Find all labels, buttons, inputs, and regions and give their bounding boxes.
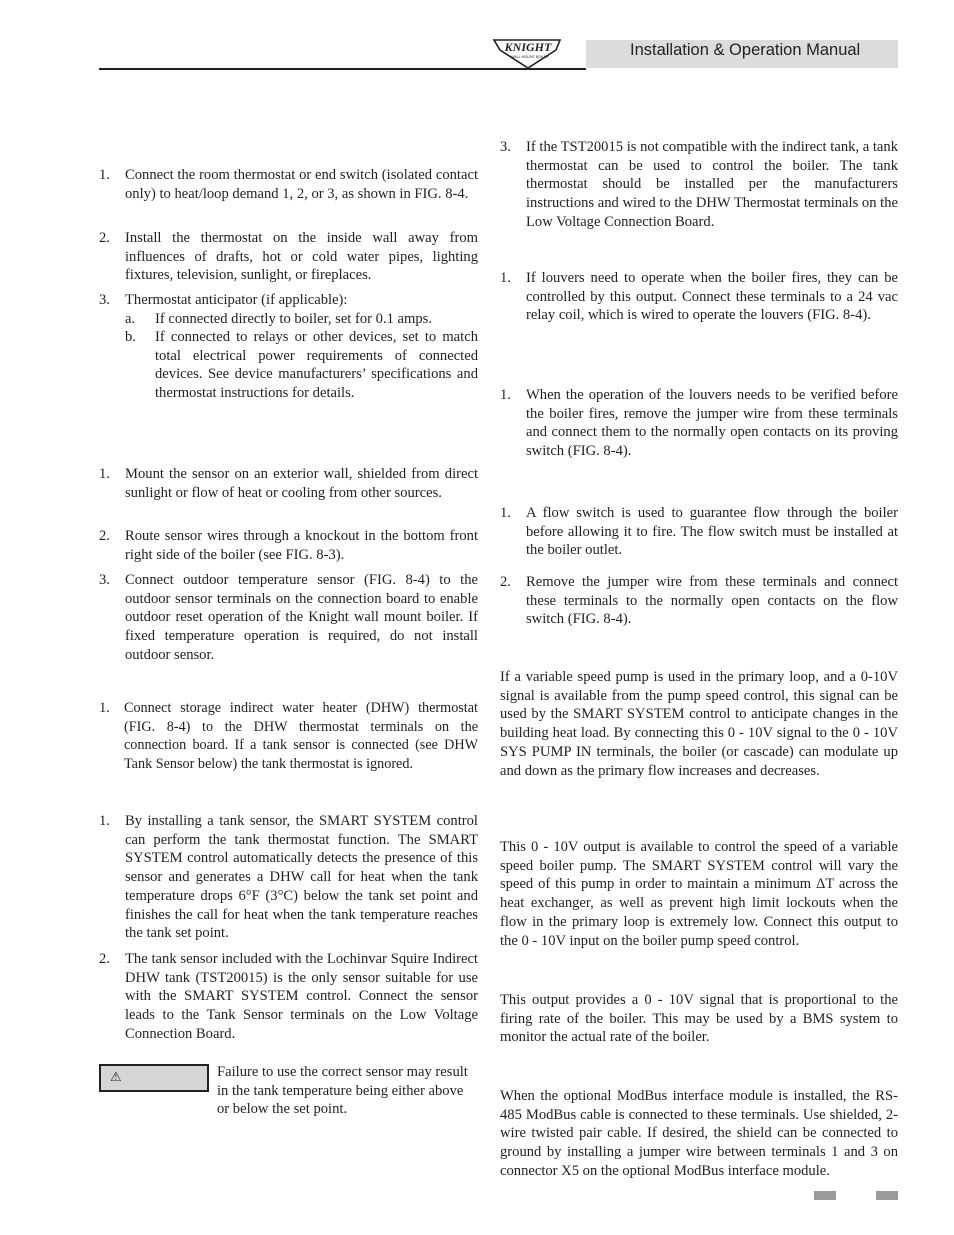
item-number: 1.: [500, 270, 511, 286]
list-item: [500, 269, 898, 325]
modbus-paragraph: When the optional ModBus interface module is installed, the RS-485 ModBus cable is connected to these terminals. Use shielded, 2-wire twisted pair cable. If desired, the shield can be connected to ground by installing a jumper wire between terminals 1 and 3 on connector X5 on the optional ModBus interface module.: [500, 1088, 898, 1179]
footer-tab-left: [814, 1191, 836, 1200]
boiler-pump-out-paragraph: This 0 - 10V output is available to control the speed of a variable speed boiler pump. The SMART SYSTEM control will vary the speed of this pump in order to maintain a minimum ΔT across the heat exchanger, as well as prevent high limit lockouts when the flow in the primary loop is extremely low. Connect this output to the 0 - 10V input on the boiler pump speed control.: [500, 839, 898, 949]
item-number: 1.: [99, 813, 110, 829]
list-item: [99, 166, 478, 203]
item-number: 2.: [99, 528, 110, 544]
item-text: Connect storage indirect water heater (DHW) thermostat (FIG. 8-4) to the DHW thermostat terminals on the connection board. If a tank sensor is connected (see DHW Tank Sensor below) the tank thermostat is ignored.: [124, 700, 478, 773]
item-text: The tank sensor included with the Lochinvar Squire Indirect DHW tank (TST20015) is the only sensor suitable for use with the SMART SYSTEM control. Connect the sensor leads to the Tank Sensor terminals on the Low Voltage Connection Board.: [125, 951, 478, 1042]
list-item: [500, 138, 898, 232]
list-item: [99, 699, 478, 774]
item-text: Mount the sensor on an exterior wall, shielded from direct sunlight or flow of heat or cooling from other sources.: [125, 466, 478, 501]
item-text: If connected directly to boiler, set for 0.1 amps.: [155, 311, 433, 327]
warning-badge: [99, 1064, 209, 1092]
footer-tab-right: [876, 1191, 898, 1200]
sub-list-item: [125, 310, 478, 329]
item-text: Install the thermostat on the inside wall away from influences of drafts, hot or cold water pipes, lighting fixtures, television, sunlight, or fireplaces.: [125, 230, 478, 284]
sub-list-item: [125, 328, 478, 403]
item-number: 2.: [99, 230, 110, 246]
item-number: 3.: [99, 572, 110, 588]
item-text: By installing a tank sensor, the SMART SYSTEM control can perform the tank thermostat function. The SMART SYSTEM control automatically detects the presence of this sensor and generates a DHW call for heat when the tank temperature drops 6°F (3°C) below the tank set point and finishes the call for heat when the tank temperature reaches the tank set point.: [125, 813, 478, 942]
list-item: [99, 465, 478, 502]
item-letter: a.: [125, 311, 136, 327]
item-number: 2.: [500, 574, 511, 590]
item-text: When the operation of the louvers needs to be verified before the boiler fires, remove the jumper wire from these terminals and connect them to the normally open contacts on its proving switch (FIG. 8-4).: [526, 387, 898, 460]
rate-out-paragraph: This output provides a 0 - 10V signal that is proportional to the firing rate of the boiler. This may be used by a BMS system to monitor the actual rate of the boiler.: [500, 992, 898, 1046]
item-number: 2.: [99, 951, 110, 967]
item-text: Route sensor wires through a knockout in the bottom front right side of the boiler (see FIG. 8-3).: [125, 528, 478, 563]
warning-text: Failure to use the correct sensor may result in the tank temperature being either above or below the set point.: [217, 1064, 468, 1118]
list-item: [99, 527, 478, 564]
list-item: [99, 229, 478, 285]
item-text: Thermostat anticipator (if applicable):: [125, 292, 348, 308]
list-item: [99, 812, 478, 943]
item-text: If connected to relays or other devices, set to match total electrical power requirements of connected devices. See device manufacturers’ specifications and thermostat instructions for details.: [155, 329, 478, 402]
item-number: 3.: [99, 292, 110, 308]
item-number: 1.: [99, 700, 110, 716]
logo-subtext: WALL MOUNT BOILER: [511, 55, 549, 59]
item-text: Remove the jumper wire from these terminals and connect these terminals to the normally open contacts on the flow switch (FIG. 8-4).: [526, 574, 898, 628]
item-number: 1.: [500, 505, 511, 521]
item-text: Connect the room thermostat or end switch (isolated contact only) to heat/loop demand 1, 2, or 3, as shown in FIG. 8-4.: [125, 167, 478, 202]
item-text: Connect outdoor temperature sensor (FIG. 8-4) to the outdoor sensor terminals on the connection board to enable outdoor reset operation of the Knight wall mount boiler. If fixed temperature operation is required, do not install outdoor sensor.: [125, 572, 478, 663]
item-letter: b.: [125, 329, 136, 345]
manual-title: Installation & Operation Manual: [630, 41, 861, 59]
knight-logo: [492, 38, 564, 70]
item-text: A flow switch is used to guarantee flow through the boiler before allowing it to fire. The flow switch must be installed at the boiler outlet.: [526, 505, 898, 559]
list-item: [500, 386, 898, 461]
item-number: 1.: [99, 167, 110, 183]
item-number: 1.: [500, 387, 511, 403]
logo-text: KNIGHT: [504, 40, 552, 54]
list-item: [500, 504, 898, 560]
item-number: 3.: [500, 139, 511, 155]
item-number: 1.: [99, 466, 110, 482]
list-item: [99, 571, 478, 665]
warning-icon: ⚠: [110, 1070, 122, 1085]
list-item: [99, 950, 478, 1044]
list-item: [500, 573, 898, 629]
item-text: If the TST20015 is not compatible with the indirect tank, a tank thermostat can be used to control the boiler. The tank thermostat should be installed per the manufacturers instructions and wired to the DHW Thermostat terminals on the Low Voltage Connection Board.: [526, 139, 898, 230]
list-item: [99, 291, 478, 310]
item-text: If louvers need to operate when the boiler fires, they can be controlled by this output. Connect these terminals to a 24 vac relay coil, which is wired to operate the louvers (FIG. 8-4).: [526, 270, 898, 324]
sys-pump-in-paragraph: If a variable speed pump is used in the primary loop, and a 0-10V signal is available from the pump speed control, this signal can be used by the SMART SYSTEM control to anticipate changes in the building heat load. By connecting this 0 - 10V signal to the 0 - 10V SYS PUMP IN terminals, the boiler (or cascade) can modulate up and down as the primary flow increases and decreases.: [500, 669, 898, 779]
